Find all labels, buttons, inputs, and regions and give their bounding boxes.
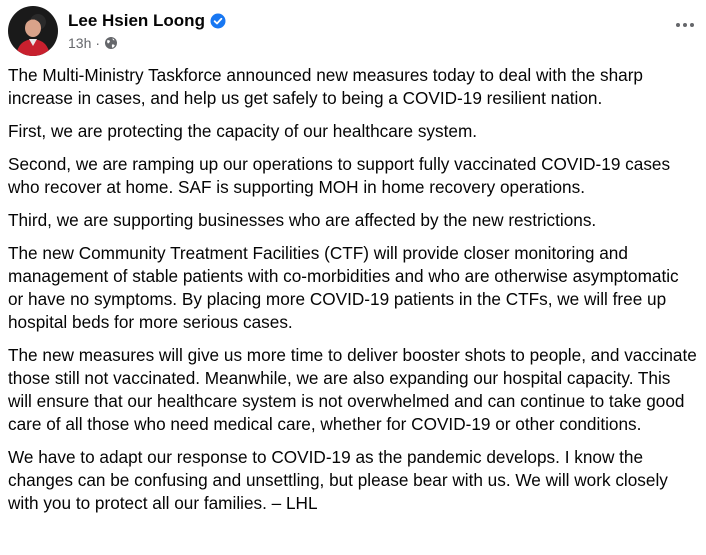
post-paragraph: The new measures will give us more time to deliver booster shots to people, and vaccinate those still not vaccinated. Meanwhile, we are also expanding our hospital capacity. This will ensure that our healthcare system is not overwhelmed and can continue to take good care of all those who need medical care, whether for COVID-19 or other conditions. [8, 345, 697, 434]
author-row [68, 10, 226, 32]
more-options-button[interactable] [670, 10, 700, 40]
post-paragraph: The Multi-Ministry Taskforce announced new measures today to deal with the sharp increase in cases, and help us get safely to being a COVID-19 resilient nation. [8, 65, 643, 108]
author-name[interactable]: Lee Hsien Loong [68, 11, 205, 30]
avatar-image [8, 6, 58, 56]
post-meta [68, 10, 226, 52]
post-subline [68, 34, 226, 52]
more-horizontal-icon [675, 22, 695, 28]
post-body [8, 64, 698, 525]
post-header [8, 6, 226, 56]
post-paragraph: Second, we are ramping up our operations to support fully vaccinated COVID-19 cases who recover at home. SAF is supporting MOH in home recovery operations. [8, 154, 671, 197]
post-paragraph: First, we are protecting the capacity of our healthcare system. [8, 121, 478, 141]
verified-badge-icon [210, 13, 226, 29]
post-paragraph: We have to adapt our response to COVID-19 as the pandemic develops. I know the changes can be confusing and unsettling, but please bear with us. We will work closely with you to protect all our families. – LHL [8, 447, 668, 513]
post-timestamp[interactable]: 13h [68, 35, 92, 51]
separator-dot: · [95, 35, 101, 51]
globe-icon[interactable] [104, 36, 118, 50]
post-paragraph: Third, we are supporting businesses who are affected by the new restrictions. [8, 210, 597, 230]
avatar[interactable] [8, 6, 58, 56]
post-paragraph: The new Community Treatment Facilities (CTF) will provide closer monitoring and management of stable patients with co-morbidities and who are otherwise asymptomatic or have no symptoms. By placing more COVID-19 patients in the CTFs, we will free up hospital beds for more serious cases. [8, 243, 679, 332]
